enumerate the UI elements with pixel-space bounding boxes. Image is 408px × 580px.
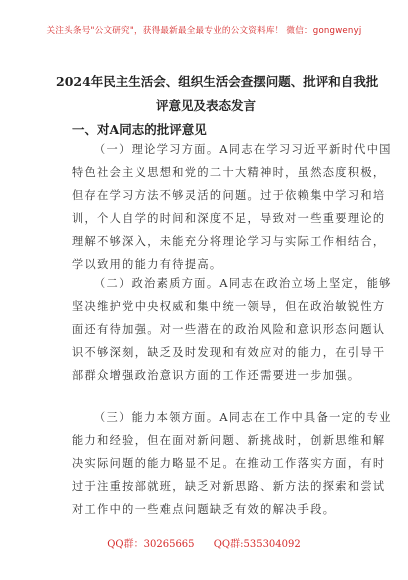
paragraph-line: 特色社会主义思想和党的二十大精神时，虽然态度积极，: [72, 166, 386, 179]
paragraph-line: 面还有待加强。对一些潜在的政治风险和意识形态问题认: [72, 323, 386, 336]
paragraph-theory-study: [72, 138, 392, 276]
paragraph-political-quality: [72, 272, 392, 387]
paragraph-line: 训，个人自学的时间和深度不足，导致对一些重要理论的: [72, 212, 386, 225]
paragraph-line: 能力和经验，但在面对新问题、新挑战时，创新思维和解: [72, 434, 386, 447]
paragraph-line: 学以致用的能力有待提高。: [72, 258, 223, 271]
paragraph-line: 过于注重按部就班，缺乏对新思路、新方法的探索和尝试: [72, 480, 386, 493]
paragraph-line: 决实际问题的能力略显不足。在推动工作落实方面，有时: [72, 457, 386, 470]
paragraph-ability: [72, 406, 392, 521]
paragraph-line: 坚决维护党中央权威和集中统一领导，但在政治敏锐性方: [72, 300, 386, 313]
section-heading: 一、对A同志的批评意见: [72, 122, 207, 137]
footer-qq-group-1: QQ群：30265665: [107, 539, 195, 550]
document-title-line-1: 2024年民主生活会、组织生活会查摆问题、批评和自我批: [56, 74, 379, 89]
paragraph-line: 理解不够深入，未能充分将理论学习与实际工作相结合，: [72, 235, 386, 248]
paragraph-line: 识不够深刻，缺乏及时发现和有效应对的能力，在引导干: [72, 346, 386, 359]
footer-contact: [0, 535, 408, 550]
paragraph-line: 但存在学习方法不够灵活的问题。过于依赖集中学习和培: [72, 189, 386, 202]
paragraph-line: 部群众增强政治意识方面的工作还需要进一步加强。: [72, 369, 361, 382]
paragraph-line: （一）理论学习方面。A同志在学习习近平新时代中国: [94, 143, 392, 156]
header-banner: 关注头条号"公文研究"，获得最新最全最专业的公文资料库！ 微信：gongwenyj: [46, 26, 362, 36]
paragraph-line: （二）政治素质方面。A同志在政治立场上坚定，能够: [94, 277, 392, 290]
document-title-line-2: 评意见及表态发言: [155, 98, 256, 113]
paragraph-line: （三）能力本领方面。A同志在工作中具备一定的专业: [94, 411, 392, 424]
paragraph-line: 对工作中的一些难点问题缺乏有效的解决手段。: [72, 503, 336, 516]
footer-qq-group-2: QQ群:535304092: [213, 539, 301, 550]
